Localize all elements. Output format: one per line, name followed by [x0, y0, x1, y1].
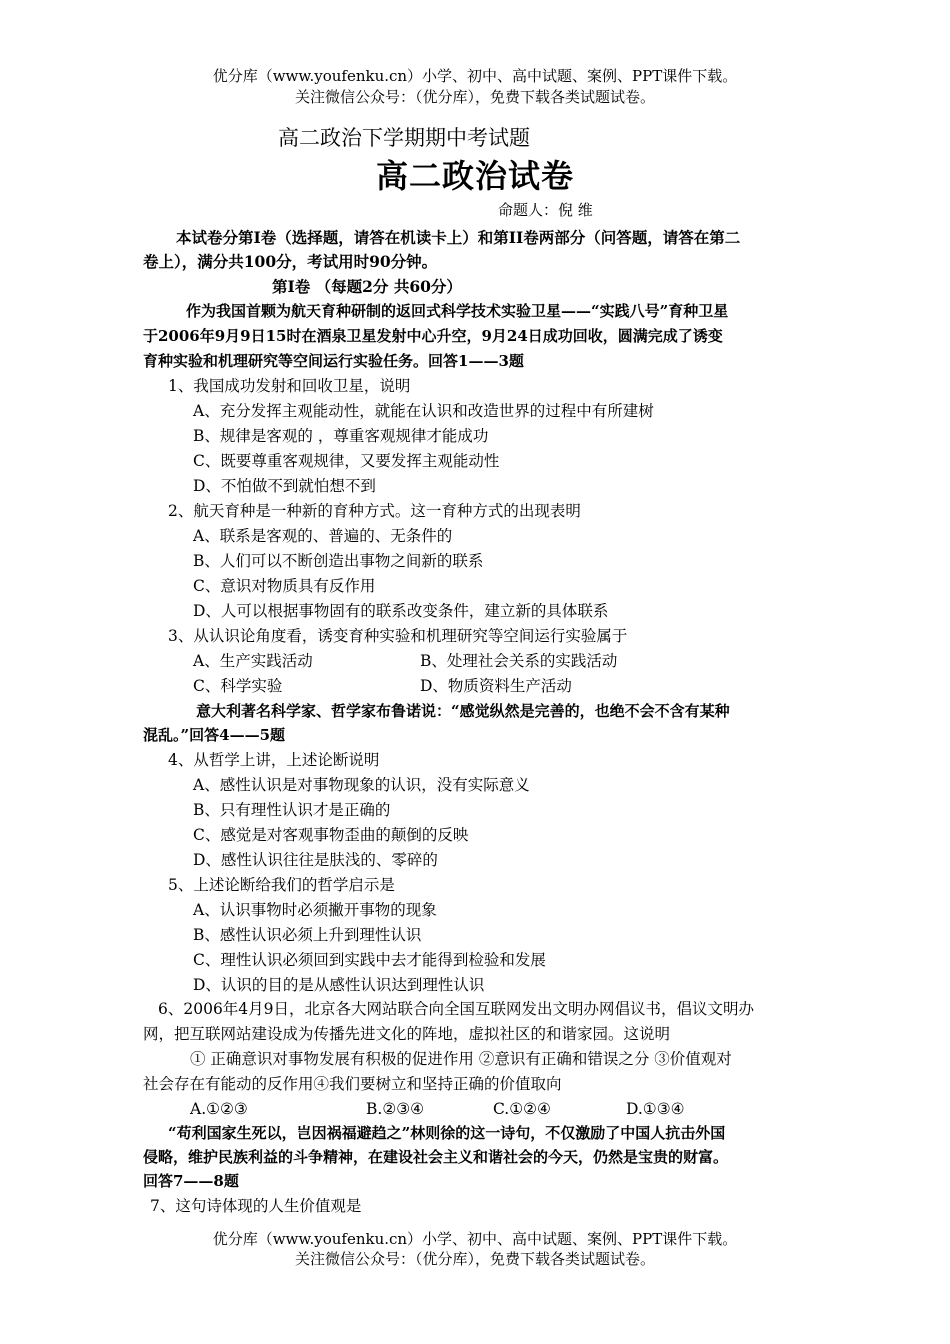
question-1-option-a: A、充分发挥主观能动性，就能在认识和改造世界的过程中有所建树: [193, 402, 654, 420]
header-line-2: 关注微信公众号：（优分库），免费下载各类试题试卷。: [294, 88, 655, 106]
author-line: 命题人：倪 维: [498, 201, 593, 219]
question-6-items-line-2: 社会存在有能动的反作用④我们要树立和坚持正确的价值取向: [143, 1075, 562, 1093]
question-1-option-c: C、既要尊重客观规律，又要发挥主观能动性: [193, 452, 500, 470]
material-2-line-2: 混乱。”回答4——5题: [143, 726, 286, 744]
question-2-option-d: D、人可以根据事物固有的联系改变条件，建立新的具体联系: [193, 602, 609, 620]
material-1-line-2: 于2006年9月9日15时在酒泉卫星发射中心升空，9月24日成功回收，圆满完成了诱变: [143, 327, 723, 345]
question-5-option-d: D、认识的目的是从感性认识达到理性认识: [193, 976, 485, 994]
intro-line-1: 本试卷分第Ⅰ卷（选择题，请答在机读卡上）和第ⅠⅠ卷两部分（问答题，请答在第二: [176, 228, 741, 247]
section-heading: 第Ⅰ卷 （每题2分 共60分）: [272, 277, 462, 296]
question-6-option-d: D.①③④: [626, 1100, 685, 1118]
question-6-option-c: C.①②④: [493, 1100, 551, 1118]
question-4-option-d: D、感性认识往往是肤浅的、零碎的: [193, 851, 438, 869]
question-6-stem-line-1: 6、2006年4月9日，北京各大网站联合向全国互联网发出文明办网倡议书，倡议文明办: [158, 1000, 755, 1018]
header-line-1: 优分库（www.youfenku.cn）小学、初中、高中试题、案例、PPT课件下载。: [212, 67, 738, 85]
footer-line-1: 优分库（www.youfenku.cn）小学、初中、高中试题、案例、PPT课件下载。: [212, 1230, 738, 1248]
question-5-option-b: B、感性认识必须上升到理性认识: [193, 926, 422, 944]
question-6-option-a: A.①②③: [190, 1100, 248, 1118]
footer-line-2: 关注微信公众号：（优分库），免费下载各类试题试卷。: [294, 1250, 655, 1268]
question-2-option-c: C、意识对物质具有反作用: [193, 577, 376, 595]
question-5-option-a: A、认识事物时必须撇开事物的现象: [193, 901, 437, 919]
material-2-line-1: 意大利著名科学家、哲学家布鲁诺说：“感觉纵然是完善的，也绝不会不含有某种: [196, 702, 730, 720]
question-4-option-c: C、感觉是对客观事物歪曲的颠倒的反映: [193, 826, 469, 844]
question-6-stem-line-2: 网，把互联网站建设成为传播先进文化的阵地，虚拟社区的和谐家园。这说明: [143, 1025, 671, 1043]
intro-line-2: 卷上），满分共100分，考试用时90分钟。: [143, 252, 438, 271]
question-2-stem: 2、航天育种是一种新的育种方式。这一育种方式的出现表明: [168, 502, 581, 520]
question-6-option-b: B.②③④: [366, 1100, 425, 1118]
material-1-line-1: 作为我国首颗为航天育种研制的返回式科学技术实验卫星——“实践八号”育种卫星: [186, 302, 729, 320]
material-1-line-3: 育种实验和机理研究等空间运行实验任务。回答1——3题: [143, 352, 524, 370]
question-2-option-b: B、人们可以不断创造出事物之间新的联系: [193, 552, 484, 570]
material-3-line-2: 侵略，维护民族利益的斗争精神，在建设社会主义和谐社会的今天，仍然是宝贵的财富。: [143, 1148, 729, 1166]
question-6-items-line-1: ① 正确意识对事物发展有积极的促进作用 ②意识有正确和错误之分 ③价值观对: [190, 1050, 732, 1068]
question-3-option-d: D、物质资料生产活动: [420, 677, 572, 695]
question-4-option-b: B、只有理性认识才是正确的: [193, 801, 391, 819]
material-3-line-1: “苟利国家生死以，岂因祸福避趋之”林则徐的这一诗句，不仅激励了中国人抗击外国: [168, 1124, 726, 1142]
question-4-stem: 4、从哲学上讲，上述论断说明: [168, 751, 380, 769]
question-1-stem: 1、我国成功发射和回收卫星，说明: [168, 377, 411, 395]
material-3-line-3: 回答7——8题: [143, 1172, 239, 1190]
question-4-option-a: A、感性认识是对事物现象的认识，没有实际意义: [193, 776, 530, 794]
question-2-option-a: A、联系是客观的、普遍的、无条件的: [193, 527, 453, 545]
exam-subtitle: 高二政治下学期期中考试题: [278, 126, 530, 150]
question-3-option-b: B、处理社会关系的实践活动: [420, 652, 618, 670]
question-1-option-d: D、不怕做不到就怕想不到: [193, 477, 376, 495]
question-5-stem: 5、上述论断给我们的哲学启示是: [168, 876, 395, 894]
question-3-stem: 3、从认识论角度看，诱变育种实验和机理研究等空间运行实验属于: [168, 627, 628, 645]
question-3-option-a: A、生产实践活动: [193, 652, 313, 670]
page-title: 高二政治试卷: [375, 157, 574, 195]
question-3-option-c: C、科学实验: [193, 677, 283, 695]
question-1-option-b: B、规律是客观的 ，尊重客观规律才能成功: [193, 427, 489, 445]
question-7-stem: 7、这句诗体现的人生价值观是: [150, 1197, 362, 1215]
question-5-option-c: C、理性认识必须回到实践中去才能得到检验和发展: [193, 951, 546, 969]
